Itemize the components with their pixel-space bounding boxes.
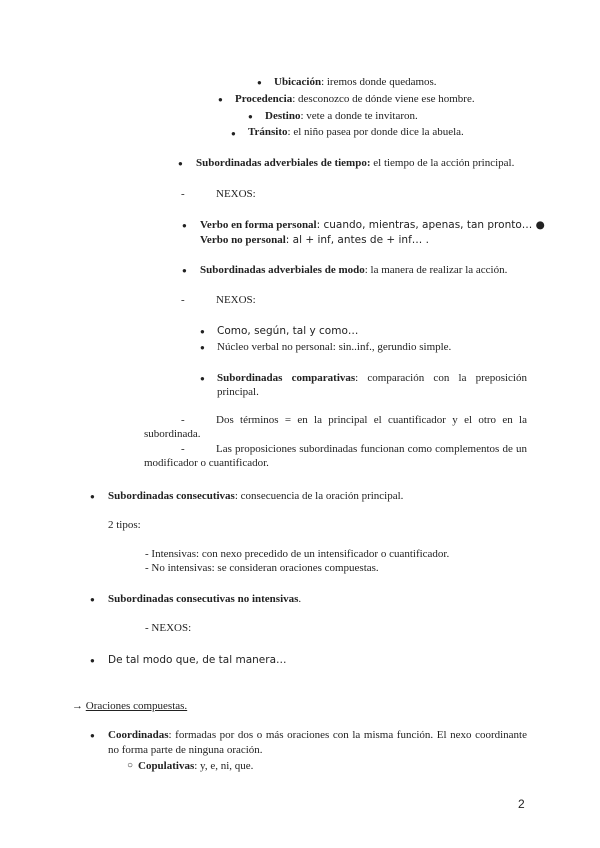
definition: : consecuencia de la oración principal. <box>234 490 404 502</box>
arrow-icon: → <box>72 700 83 712</box>
text-line <box>108 728 527 742</box>
text-line <box>217 371 527 385</box>
bullet-icon: ● <box>90 492 95 501</box>
definition: . <box>298 593 302 605</box>
paragraph-line: subordinada. <box>144 428 201 440</box>
term: Subordinadas adverbiales de tiempo: <box>196 157 371 169</box>
bullet-icon: ● <box>90 656 95 665</box>
section-heading <box>72 699 187 713</box>
text-line <box>265 109 418 123</box>
definition: : iremos donde quedamos. <box>321 76 437 88</box>
definition: : y, e, ni, que. <box>194 760 254 772</box>
term: Subordinadas adverbiales de modo <box>200 264 365 276</box>
circle-bullet-icon: ○ <box>127 760 134 771</box>
term: Ubicación <box>274 76 322 88</box>
term: Subordinadas consecutivas no intensivas <box>108 593 299 605</box>
paragraph-line: Las proposiciones subordinadas funcionan como complementos de un <box>216 443 527 455</box>
text-line <box>196 156 514 170</box>
nexos-label: NEXOS: <box>216 188 256 200</box>
bullet-icon: ● <box>248 112 253 121</box>
bullet-icon: ● <box>90 595 95 604</box>
text-line: Núcleo verbal no personal: sin..inf., gerundio simple. <box>217 341 452 353</box>
bullet-icon: ● <box>231 129 236 138</box>
bullet-icon: ● <box>257 78 262 87</box>
page-number: 2 <box>518 797 525 811</box>
definition: : el niño pasea por donde dice la abuela. <box>287 126 464 138</box>
term: Tránsito <box>248 126 288 138</box>
bullet-icon: ● <box>200 343 205 352</box>
bullet-icon: ● <box>218 95 223 104</box>
dash: - <box>181 414 185 426</box>
term: Copulativas <box>138 760 195 772</box>
paragraph-line: modificador o cuantificador. <box>144 457 269 469</box>
definition: : la manera de realizar la acción. <box>364 264 508 276</box>
paragraph-line: Dos términos = en la principal el cuantificador y el otro en la <box>216 414 527 426</box>
text-line: De tal modo que, de tal manera… <box>108 654 287 666</box>
dash: - <box>181 294 185 306</box>
definition: el tiempo de la acción principal. <box>370 157 515 169</box>
term: Coordinadas <box>108 729 169 741</box>
nexos-label: NEXOS: <box>216 294 256 306</box>
term: Subordinadas comparativas <box>217 372 356 384</box>
text-line: - No intensivas: se consideran oraciones compuestas. <box>145 562 379 574</box>
definition: : formadas por dos o más oraciones con la misma función. El nexo coordinante <box>168 729 527 741</box>
text-line <box>200 233 429 247</box>
dash: - <box>181 188 185 200</box>
text-line <box>200 263 507 277</box>
text-line <box>108 592 301 606</box>
text-line <box>138 759 253 773</box>
text-line: - NEXOS: <box>145 622 192 634</box>
text-line <box>200 218 545 232</box>
bullet-icon: ● <box>178 159 183 168</box>
text-line <box>274 75 437 89</box>
term: Destino <box>265 110 301 122</box>
term: Procedencia <box>235 93 293 105</box>
definition: : al + inf, antes de + inf… . <box>285 234 429 246</box>
definition: : cuando, mientras, apenas, tan pronto… ● <box>316 219 545 231</box>
text-line: principal. <box>217 386 259 398</box>
definition: : comparación con la preposición <box>355 372 527 384</box>
bullet-icon: ● <box>182 221 187 230</box>
text-line: no forma parte de ninguna oración. <box>108 744 263 756</box>
text-line: 2 tipos: <box>108 519 141 531</box>
term: Verbo no personal <box>200 234 286 246</box>
definition: : vete a donde te invitaron. <box>300 110 418 122</box>
text-line <box>235 92 475 106</box>
bullet-icon: ● <box>200 374 205 383</box>
text-line <box>248 125 464 139</box>
bullet-icon: ● <box>200 327 205 336</box>
bullet-icon: ● <box>90 731 95 740</box>
dash: - <box>181 443 185 455</box>
text-line: Como, según, tal y como… <box>217 325 359 337</box>
term: Verbo en forma personal <box>200 219 317 231</box>
definition: : desconozco de dónde viene ese hombre. <box>292 93 475 105</box>
text-line <box>108 489 403 503</box>
term: Subordinadas consecutivas <box>108 490 235 502</box>
text-line: - Intensivas: con nexo precedido de un intensificador o cuantificador. <box>145 548 450 560</box>
heading-text: Oraciones compuestas. <box>85 700 188 712</box>
bullet-icon: ● <box>182 266 187 275</box>
